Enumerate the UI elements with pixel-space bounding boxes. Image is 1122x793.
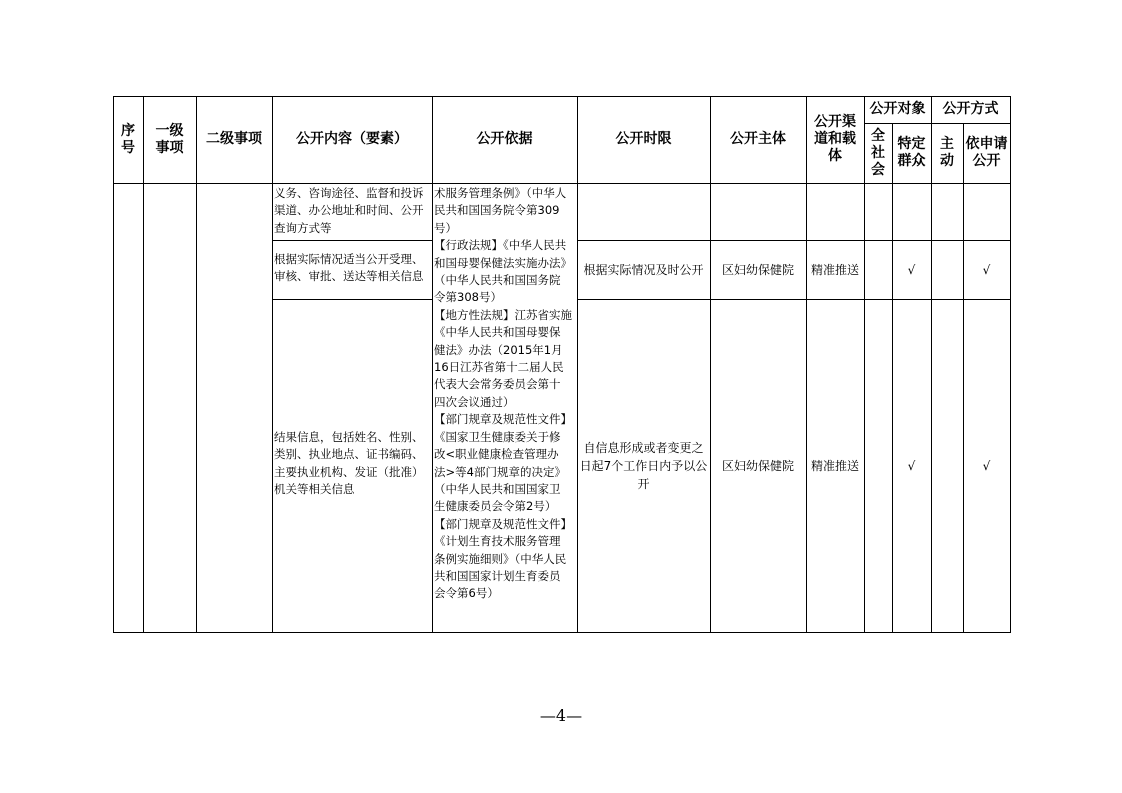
row2-specific-check: √ (907, 262, 916, 277)
grid-line (113, 632, 1011, 633)
header-index: 序 号 (121, 122, 135, 156)
grid-line (113, 183, 1011, 184)
header-mode-group: 公开方式 (942, 101, 999, 117)
row2-content: 根据实际情况适当公开受理、 审核、审批、送达等相关信息 (274, 252, 424, 284)
header-subject: 公开主体 (730, 131, 786, 147)
header-basis: 公开依据 (476, 131, 533, 147)
grid-line (1010, 96, 1011, 633)
row3-content: 结果信息，包括姓名、性别、 类别、执业地点、证书编码、 主要执业机构、发证（批准） 机关等相关信息 (274, 430, 424, 497)
row2-request-check: √ (982, 262, 991, 277)
row3-channel: 精准推送 (810, 458, 859, 473)
header-object-all: 全 社 会 (871, 127, 885, 178)
row3-specific-check: √ (907, 458, 916, 473)
header-object-specific: 特定 群众 (897, 136, 926, 169)
row3-time-limit: 自信息形成或者变更之 日起7个工作日内予以公 开 (579, 440, 708, 491)
header-object-group: 公开对象 (869, 101, 926, 117)
header-mode-request: 依申请 公开 (965, 136, 1008, 169)
grid-line (272, 240, 432, 241)
page-number: —4— (539, 706, 583, 725)
header-time-limit: 公开时限 (615, 131, 672, 147)
header-mode-active: 主 动 (940, 136, 954, 169)
row2-channel: 精准推送 (810, 262, 859, 277)
header-level2: 二级事项 (206, 131, 262, 147)
header-channel: 公开渠 道和载 体 (814, 114, 856, 164)
row2-time-limit: 根据实际情况及时公开 (583, 262, 704, 277)
header-content: 公开内容（要素） (296, 131, 408, 147)
basis-text: 术服务管理条例》（中华人 民共和国国务院令第309 号） 【行政法规】《中华人民共 和国母婴保健法实施办法》 （中华人民共和国国务院 令第308号） 【地方性法规】江苏省实施 《中华人民共和国母婴保 健法》办法（2015年1月 16日江苏省第十二届人民 代表大会常务委员会第十 四次会议通过） 【部门规章及规范性文件】 《国家卫生健康委关于修 改<职业健康检查管理办 法>等4部门规章的决定》 （中华人民共和国国家卫 生健康委员会令第2号） 【部门规章及规范性文件】 《计划生育技术服务管理 条例实施细则》（中华人民 共和国国家计划生育委员 会令第6号） (434, 186, 572, 601)
row3-request-check: √ (982, 458, 991, 473)
grid-line (272, 299, 432, 300)
row1-content: 义务、咨询途径、监督和投诉 渠道、办公地址和时间、公开 查询方式等 (274, 186, 424, 235)
row3-subject: 区妇幼保健院 (721, 458, 794, 473)
row2-subject: 区妇幼保健院 (721, 262, 794, 277)
header-level1: 一级 事项 (155, 122, 184, 156)
